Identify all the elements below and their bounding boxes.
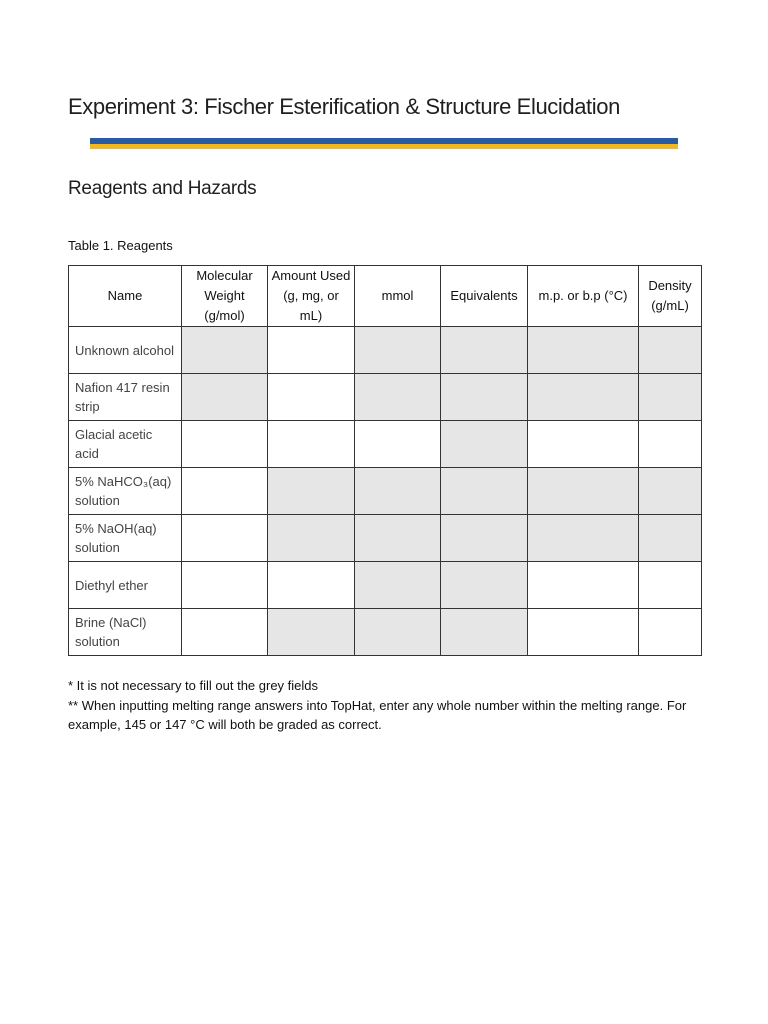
grey-cell [268,468,355,515]
column-header: Molecular Weight (g/mol) [182,266,268,327]
table-row [69,515,702,562]
input-cell[interactable] [528,609,639,656]
grey-cell [268,515,355,562]
input-cell[interactable] [182,421,268,468]
input-cell[interactable] [355,421,441,468]
table-header-row [69,266,702,327]
grey-cell [355,374,441,421]
input-cell[interactable] [639,562,702,609]
grey-cell [182,374,268,421]
grey-cell [528,468,639,515]
table-row [69,468,702,515]
grey-cell [441,374,528,421]
grey-cell [355,468,441,515]
grey-cell [528,327,639,374]
table-row [69,327,702,374]
input-cell[interactable] [268,421,355,468]
input-cell[interactable] [268,562,355,609]
footnote: ** When inputting melting range answers into TopHat, enter any whole number within the melting range. For example, 145 or 147 °C will both be graded as correct. [68,697,687,732]
column-header: Equivalents [441,266,528,327]
grey-cell [528,374,639,421]
column-header: Name [69,266,182,327]
grey-cell [268,609,355,656]
footnote: * It is not necessary to fill out the grey fields [68,678,319,693]
grey-cell [639,374,702,421]
input-cell[interactable] [639,421,702,468]
table-row [69,562,702,609]
footnotes [68,676,698,735]
grey-cell [355,562,441,609]
input-cell[interactable] [182,562,268,609]
grey-cell [355,609,441,656]
reagent-name-cell: Glacial acetic acid [69,421,182,468]
input-cell[interactable] [639,609,702,656]
grey-cell [355,327,441,374]
column-header: Amount Used (g, mg, or mL) [268,266,355,327]
input-cell[interactable] [182,609,268,656]
grey-cell [182,327,268,374]
grey-cell [441,327,528,374]
grey-cell [528,515,639,562]
grey-cell [639,468,702,515]
reagent-name-cell: 5% NaOH(aq) solution [69,515,182,562]
column-header: mmol [355,266,441,327]
reagent-name-cell: Nafion 417 resin strip [69,374,182,421]
table-row [69,609,702,656]
input-cell[interactable] [182,468,268,515]
section-heading: Reagents and Hazards [68,178,257,199]
input-cell[interactable] [268,327,355,374]
input-cell[interactable] [528,421,639,468]
column-header: m.p. or b.p (°C) [528,266,639,327]
reagent-name-cell: Unknown alcohol [69,327,182,374]
grey-cell [441,515,528,562]
header-rule-gold [90,144,678,149]
grey-cell [441,609,528,656]
page-title: Experiment 3: Fischer Esterification & Structure Elucidation [68,94,620,119]
input-cell[interactable] [528,562,639,609]
reagent-name-cell: Brine (NaCl) solution [69,609,182,656]
reagents-table [68,265,702,656]
grey-cell [441,468,528,515]
input-cell[interactable] [182,515,268,562]
table-row [69,374,702,421]
input-cell[interactable] [268,374,355,421]
table-row [69,421,702,468]
grey-cell [441,421,528,468]
column-header: Density (g/mL) [639,266,702,327]
grey-cell [355,515,441,562]
grey-cell [441,562,528,609]
grey-cell [639,327,702,374]
grey-cell [639,515,702,562]
reagent-name-cell: 5% NaHCO₃(aq) solution [69,468,182,515]
table-caption: Table 1. Reagents [68,238,173,253]
reagent-name-cell: Diethyl ether [69,562,182,609]
